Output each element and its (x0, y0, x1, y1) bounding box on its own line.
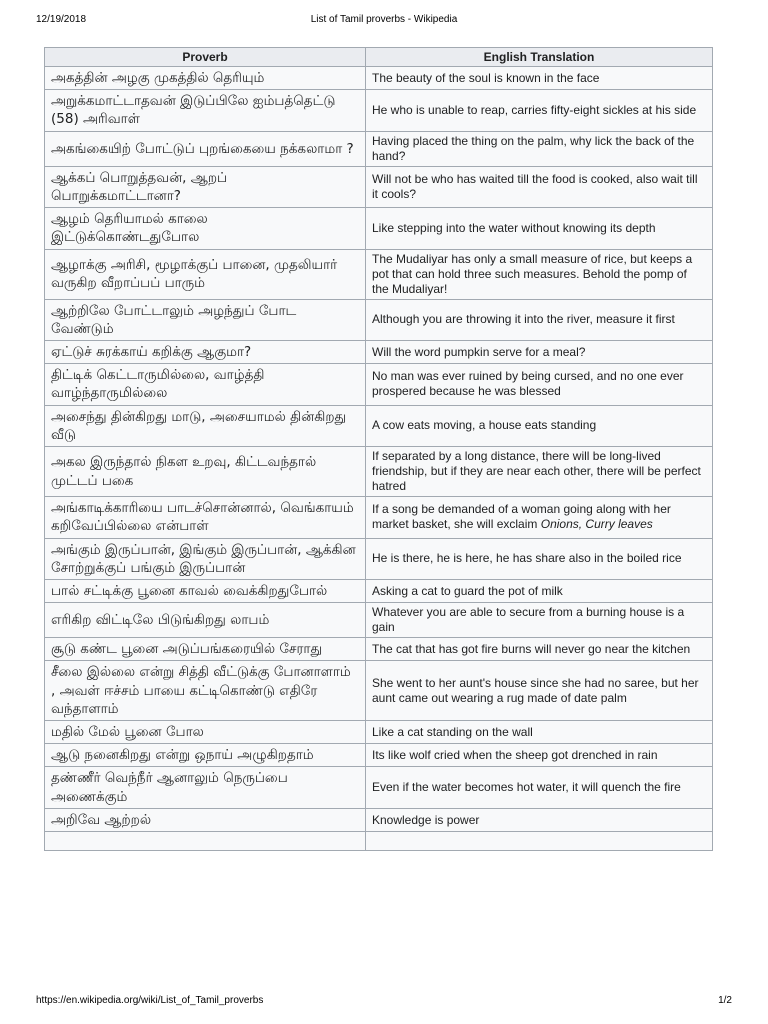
translation-text: If a song be demanded of a woman going along with her market basket, she will exclaim (372, 502, 671, 532)
table-row (45, 538, 713, 579)
table-row (45, 767, 713, 808)
translation-cell: Knowledge is power (366, 808, 713, 831)
table-row (45, 808, 713, 831)
proverb-cell: தண்ணீர் வெந்நீர் ஆனாலும் நெருப்பை அணைக்கும் (45, 767, 366, 808)
proverb-cell: ஆடு நனைகிறது என்று ஒநாய் அழுகிறதாம் (45, 744, 366, 767)
table-row (45, 249, 713, 299)
proverb-cell: ஆழம் தெரியாமல் காலை இட்டுக்கொண்டதுபோல (45, 208, 366, 249)
print-page-title: List of Tamil proverbs - Wikipedia (310, 14, 458, 25)
translation-cell: Asking a cat to guard the pot of milk (366, 579, 713, 602)
proverb-cell: திட்டிக் கெட்டாருமில்லை, வாழ்த்தி வாழ்ந்தாருமில்லை (45, 364, 366, 405)
translation-cell: The Mudaliyar has only a small measure of rice, but keeps a pot that can hold three such measures. Behold the pomp of the Mudaliyar! (366, 249, 713, 299)
table-row (45, 744, 713, 767)
translation-cell: Its like wolf cried when the sheep got drenched in rain (366, 744, 713, 767)
column-header-translation[interactable]: English Translation (366, 48, 713, 67)
table-row (45, 90, 713, 131)
proverb-cell: மதில் மேல் பூனை போல (45, 721, 366, 744)
translation-cell: Will not be who has waited till the food is cooked, also wait till it cools? (366, 166, 713, 207)
table-row (45, 364, 713, 405)
translation-cell: No man was ever ruined by being cursed, and no one ever prospered because he was blessed (366, 364, 713, 405)
column-header-proverb[interactable]: Proverb (45, 48, 366, 67)
proverb-cell: அங்காடிக்காரியை பாடச்சொன்னால், வெங்காயம் கறிவேப்பில்லை என்பாள் (45, 497, 366, 538)
proverb-cell: எரிகிற விட்டிலே பிடுங்கிறது லாபம் (45, 603, 366, 638)
translation-cell: Like stepping into the water without knowing its depth (366, 208, 713, 249)
translation-cell: Like a cat standing on the wall (366, 721, 713, 744)
proverb-cell: அறுக்கமாட்டாதவன் இடுப்பிலே ஐம்பத்தெட்டு (58) அரிவாள் (45, 90, 366, 131)
translation-cell: The beauty of the soul is known in the face (366, 67, 713, 90)
translation-cell: He is there, he is here, he has share also in the boiled rice (366, 538, 713, 579)
page-number: 1/2 (718, 995, 732, 1006)
table-row (45, 67, 713, 90)
translation-cell: Although you are throwing it into the river, measure it first (366, 299, 713, 340)
print-date: 12/19/2018 (36, 14, 87, 25)
table-row (45, 131, 713, 166)
table-row-continued (45, 832, 713, 851)
translation-cell: Will the word pumpkin serve for a meal? (366, 340, 713, 363)
proverb-cell: சீலை இல்லை என்று சித்தி வீட்டுக்கு போனாளாம் , அவள் ஈச்சம் பாயை கட்டிகொண்டு எதிரே வந்தாளாம் (45, 661, 366, 721)
proverb-cell: அங்கும் இருப்பான், இங்கும் இருப்பான், ஆக்கின சோற்றுக்குப் பங்கும் இருப்பான் (45, 538, 366, 579)
proverb-cell: அகல இருந்தால் நிகள உறவு, கிட்டவந்தால் முட்டப் பகை (45, 447, 366, 497)
proverb-cell: ஆக்கப் பொறுத்தவன், ஆறப் பொறுக்கமாட்டானா? (45, 166, 366, 207)
proverb-cell: ஏட்டுச் சுரக்காய் கறிக்கு ஆகுமா? (45, 340, 366, 363)
proverb-cell: பால் சட்டிக்கு பூனை காவல் வைக்கிறதுபோல் (45, 579, 366, 602)
proverb-cell: அகங்கையிற் போட்டுப் புறங்கையை நக்கலாமா ? (45, 131, 366, 166)
print-url: https://en.wikipedia.org/wiki/List_of_Tamil_proverbs (36, 995, 264, 1006)
translation-cell: Even if the water becomes hot water, it will quench the fire (366, 767, 713, 808)
proverb-cell: சூடு கண்ட பூனை அடுப்பங்கரையில் சேராது (45, 638, 366, 661)
table-body (45, 67, 713, 851)
table-row (45, 405, 713, 446)
translation-italic-text: Onions, Curry leaves (540, 517, 653, 532)
empty-cell (366, 832, 713, 851)
print-header (36, 14, 732, 30)
empty-cell (45, 832, 366, 851)
table-row (45, 299, 713, 340)
translation-cell: Whatever you are able to secure from a burning house is a gain (366, 603, 713, 638)
translation-cell (366, 497, 713, 538)
translation-cell: The cat that has got fire burns will never go near the kitchen (366, 638, 713, 661)
table-header-row (45, 48, 713, 67)
table-row (45, 661, 713, 721)
table-row (45, 208, 713, 249)
table-row (45, 603, 713, 638)
table-row (45, 447, 713, 497)
table-row (45, 721, 713, 744)
translation-cell: She went to her aunt's house since she had no saree, but her aunt came out wearing a rug made of date palm (366, 661, 713, 721)
table-row (45, 166, 713, 207)
translation-cell: Having placed the thing on the palm, why lick the back of the hand? (366, 131, 713, 166)
table-row (45, 579, 713, 602)
table-row (45, 638, 713, 661)
proverb-cell: ஆற்றிலே போட்டாலும் அழந்துப் போட வேண்டும் (45, 299, 366, 340)
table-row (45, 497, 713, 538)
proverb-cell: ஆழாக்கு அரிசி, மூழாக்குப் பானை, முதலியார் வருகிற வீறாப்பப் பாரும் (45, 249, 366, 299)
proverbs-table (44, 47, 713, 851)
translation-cell: He who is unable to reap, carries fifty-eight sickles at his side (366, 90, 713, 131)
translation-cell: If separated by a long distance, there will be long-lived friendship, but if they are near each other, there will be perfect hatred (366, 447, 713, 497)
print-footer (36, 995, 732, 1011)
table-row (45, 340, 713, 363)
proverb-cell: அசைந்து தின்கிறது மாடு, அசையாமல் தின்கிறது வீடு (45, 405, 366, 446)
proverb-cell: அறிவே ஆற்றல் (45, 808, 366, 831)
translation-cell: A cow eats moving, a house eats standing (366, 405, 713, 446)
proverb-cell: அகத்தின் அழகு முகத்தில் தெரியும் (45, 67, 366, 90)
